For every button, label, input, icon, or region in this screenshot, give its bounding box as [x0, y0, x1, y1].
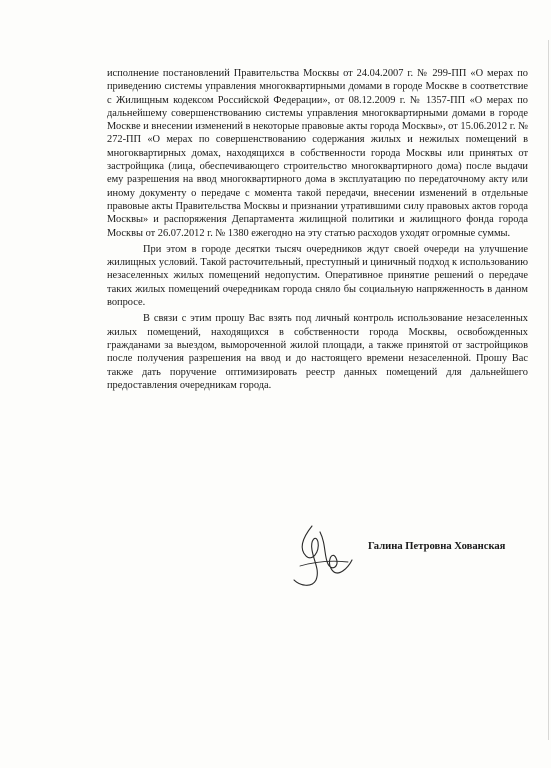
- handwritten-signature: [290, 522, 370, 592]
- letter-body: [107, 67, 528, 392]
- paragraph-request: В связи с этим прошу Вас взять под личный контроль использование незаселенных жилых помещений, находящихся в собственности города Москвы, освобожденных гражданами за выездом, вымороченной жилой площади, а также принятой от застройщиков после получения разрешения на ввод и до настоящего времени незаселенной. Прошу Вас также дать поручение оптимизировать реестр данных помещений для дальнейшего предоставления очередникам города.: [107, 313, 528, 391]
- paragraph-waiting-list: При этом в городе десятки тысяч очередников ждут своей очереди на улучшение жилищных условий. Такой расточительный, преступный и циничный подход к использованию незаселенных жилых помещений недопустим. Оперативное принятие решений о передаче таких жилых помещений очередникам города сняло бы социальную напряженность в данном вопросе.: [107, 243, 528, 309]
- signer-name: Галина Петровна Хованская: [368, 541, 506, 552]
- signature-block: [290, 522, 540, 592]
- page-edge-shadow: [548, 40, 549, 740]
- paragraph-legal-references: исполнение постановлений Правительства Москвы от 24.04.2007 г. № 299-ПП «О мерах по приведению системы управления многоквартирными домами в городе Москве в соответствие с Жилищным кодексом Российской Федерации», от 08.12.2009 г. № 1357-ПП «О мерах по дальнейшему совершенствованию системы управления многоквартирными домами в городе Москве и внесении изменений в некоторые правовые акты города Москвы», от 15.06.2012 г. № 272-ПП «О мерах по совершенствованию содержания жилых и нежилых помещений в многоквартирных домах, находящихся в собственности города Москвы или принятых от застройщика (лица, обеспечивающего строительство многоквартирного дома) после выдачи ему разрешения на ввод многоквартирного дома в эксплуатацию по передаточному акту или иному документу о передаче с момента такой передачи, внесении изменений в отдельные правовые акты Правительства Москвы и признании утратившими силу правовых актов города Москвы» и распоряжения Департамента жилищной политики и жилищного фонда города Москвы от 26.07.2012 г. № 1380 ежегодно на эту статью расходов уходят огромные суммы.: [107, 68, 528, 239]
